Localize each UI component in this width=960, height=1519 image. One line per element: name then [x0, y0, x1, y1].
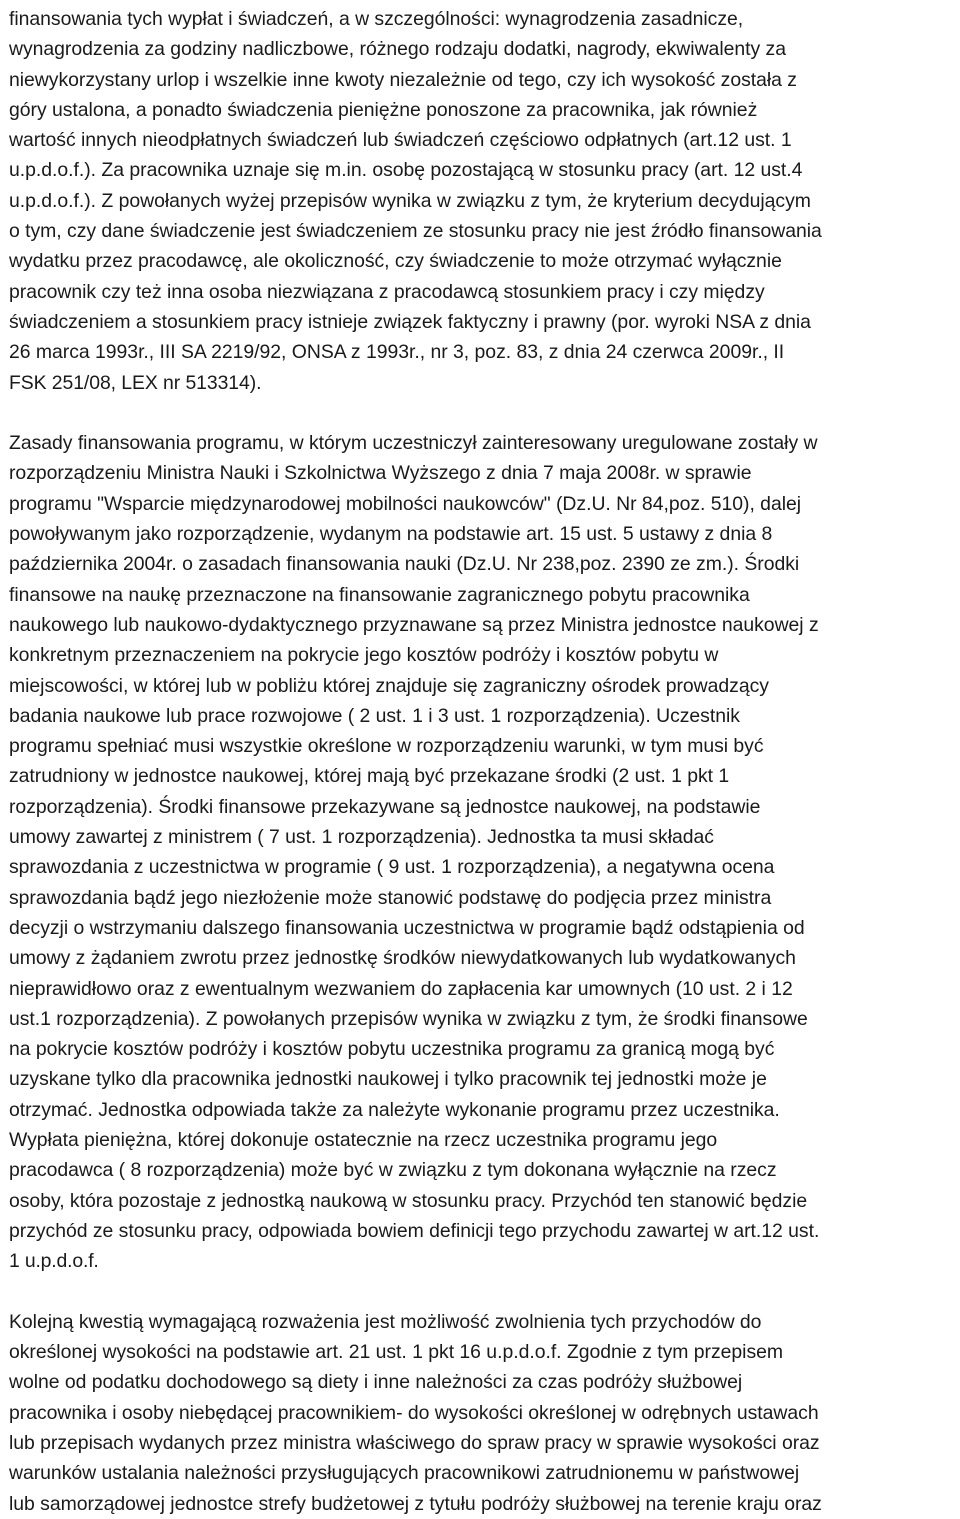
text-line: decyzji o wstrzymaniu dalszego finansowania uczestnictwa w programie bądź odstąpienia od — [9, 916, 805, 939]
text-line: programu "Wsparcie międzynarodowej mobilności naukowców" (Dz.U. Nr 84,poz. 510), dalej — [9, 492, 802, 515]
text-line: ust.1 rozporządzenia). Z powołanych przepisów wynika w związku z tym, że środki finansowe — [9, 1007, 808, 1030]
text-line: finansowe na naukę przeznaczone na finansowanie zagranicznego pobytu pracownika — [9, 583, 750, 606]
text-line: FSK 251/08, LEX nr 513314). — [9, 371, 262, 394]
text-line: uzyskane tylko dla pracownika jednostki naukowej i tylko pracownik tej jednostki może je — [9, 1068, 767, 1091]
text-line: otrzymać. Jednostka odpowiada także za należyte wykonanie programu przez uczestnika. — [9, 1098, 780, 1121]
document-body — [9, 4, 959, 1519]
text-line: pracownika i osoby niebędącej pracownikiem- do wysokości określonej w odrębnych ustawach — [9, 1401, 819, 1424]
text-line: rozporządzeniu Ministra Nauki i Szkolnictwa Wyższego z dnia 7 maja 2008r. w sprawie — [9, 462, 752, 485]
text-line: naukowego lub naukowo-dydaktycznego przyznawane są przez Ministra jednostce naukowej z — [9, 613, 819, 636]
text-line: pracodawca ( 8 rozporządzenia) może być w związku z tym dokonana wyłącznie na rzecz — [9, 1159, 777, 1182]
text-line: Zasady finansowania programu, w którym uczestniczył zainteresowany uregulowane zostały w — [9, 432, 818, 455]
text-line: powoływanym jako rozporządzenie, wydanym na podstawie art. 15 ust. 5 ustawy z dnia 8 — [9, 523, 773, 546]
text-line: świadczeniem a stosunkiem pracy istnieje związek faktyczny i prawny (por. wyroki NSA z dnia — [9, 310, 811, 333]
text-line: zatrudniony w jednostce naukowej, której mają być przekazane środki (2 ust. 1 pkt 1 — [9, 765, 730, 788]
text-line: Wypłata pieniężna, której dokonuje ostatecznie na rzecz uczestnika programu jego — [9, 1128, 718, 1151]
text-line: Kolejną kwestią wymagającą rozważenia jest możliwość zwolnienia tych przychodów do — [9, 1310, 762, 1333]
text-line: lub przepisach wydanych przez ministra właściwego do spraw pracy w sprawie wysokości oraz — [9, 1431, 820, 1454]
text-line: sprawozdania z uczestnictwa w programie ( 9 ust. 1 rozporządzenia), a negatywna ocena — [9, 856, 775, 879]
text-line: października 2004r. o zasadach finansowania nauki (Dz.U. Nr 238,poz. 2390 ze zm.). Środki — [9, 553, 800, 576]
text-line: wynagrodzenia za godziny nadliczbowe, różnego rodzaju dodatki, nagrody, ekwiwalenty za — [9, 38, 786, 61]
text-line: niewykorzystany urlop i wszelkie inne kwoty niezależnie od tego, czy ich wysokość została z — [9, 68, 797, 91]
text-line: lub samorządowej jednostce strefy budżetowej z tytułu podróży służbowej na terenie kraju oraz — [9, 1492, 822, 1515]
text-line: u.p.d.o.f.). Z powołanych wyżej przepisów wynika w związku z tym, że kryterium decydującym — [9, 189, 811, 212]
text-line: 1 u.p.d.o.f. — [9, 1250, 99, 1273]
text-line: u.p.d.o.f.). Za pracownika uznaje się m.in. osobę pozostającą w stosunku pracy (art. 12 ust.4 — [9, 159, 803, 182]
text-line: konkretnym przeznaczeniem na pokrycie jego kosztów podróży i kosztów pobytu w — [9, 644, 719, 667]
text-line: 26 marca 1993r., III SA 2219/92, ONSA z 1993r., nr 3, poz. 83, z dnia 24 czerwca 2009r., II — [9, 341, 785, 364]
text-line: przychód ze stosunku pracy, odpowiada bowiem definicji tego przychodu zawartej w art.12 ust. — [9, 1219, 820, 1242]
paragraph-2 — [9, 428, 959, 1276]
paragraph-spacer — [9, 1276, 959, 1306]
text-line: pracownik czy też inna osoba niezwiązana z pracodawcą stosunkiem pracy i czy między — [9, 280, 765, 303]
text-line: badania naukowe lub prace rozwojowe ( 2 ust. 1 i 3 ust. 1 rozporządzenia). Uczestnik — [9, 704, 740, 727]
text-line: umowy zawartej z ministrem ( 7 ust. 1 rozporządzenia). Jednostka ta musi składać — [9, 826, 714, 849]
text-line: wolne od podatku dochodowego są diety i inne należności za czas podróży służbowej — [9, 1371, 743, 1394]
text-line: sprawozdania bądź jego niezłożenie może stanowić podstawę do podjęcia przez ministra — [9, 886, 772, 909]
paragraph-1 — [9, 4, 959, 398]
text-line: góry ustalona, a ponadto świadczenia pieniężne ponoszone za pracownika, jak również — [9, 98, 758, 121]
text-line: wydatku przez pracodawcę, ale okoliczność, czy świadczenie to może otrzymać wyłącznie — [9, 250, 782, 273]
text-line: wartość innych nieodpłatnych świadczeń lub świadczeń częściowo odpłatnych (art.12 ust. 1 — [9, 129, 792, 152]
text-line: finansowania tych wypłat i świadczeń, a w szczególności: wynagrodzenia zasadnicze, — [9, 8, 744, 30]
text-line: określonej wysokości na podstawie art. 21 ust. 1 pkt 16 u.p.d.o.f. Zgodnie z tym przepisem — [9, 1341, 784, 1364]
text-line: osoby, która pozostaje z jednostką naukową w stosunku pracy. Przychód ten stanowić będzie — [9, 1189, 808, 1212]
text-line: na pokrycie kosztów podróży i kosztów pobytu uczestnika programu za granicą mogą być — [9, 1038, 775, 1061]
paragraph-spacer — [9, 398, 959, 428]
text-line: nieprawidłowo oraz z ewentualnym wezwaniem do zapłacenia kar umownych (10 ust. 2 i 12 — [9, 977, 793, 1000]
text-line: programu spełniać musi wszystkie określone w rozporządzeniu warunki, w tym musi być — [9, 735, 764, 758]
text-line: miejscowości, w której lub w pobliżu której znajduje się zagraniczny ośrodek prowadzący — [9, 674, 769, 697]
paragraph-3 — [9, 1307, 959, 1519]
text-line: umowy z żądaniem zwrotu przez jednostkę środków niewydatkowanych lub wydatkowanych — [9, 947, 796, 970]
text-line: o tym, czy dane świadczenie jest świadczeniem ze stosunku pracy nie jest źródło finansowania — [9, 220, 822, 243]
text-line: rozporządzenia). Środki finansowe przekazywane są jednostce naukowej, na podstawie — [9, 795, 761, 818]
text-line: warunków ustalania należności przysługujących pracownikowi zatrudnionemu w państwowej — [9, 1462, 800, 1485]
